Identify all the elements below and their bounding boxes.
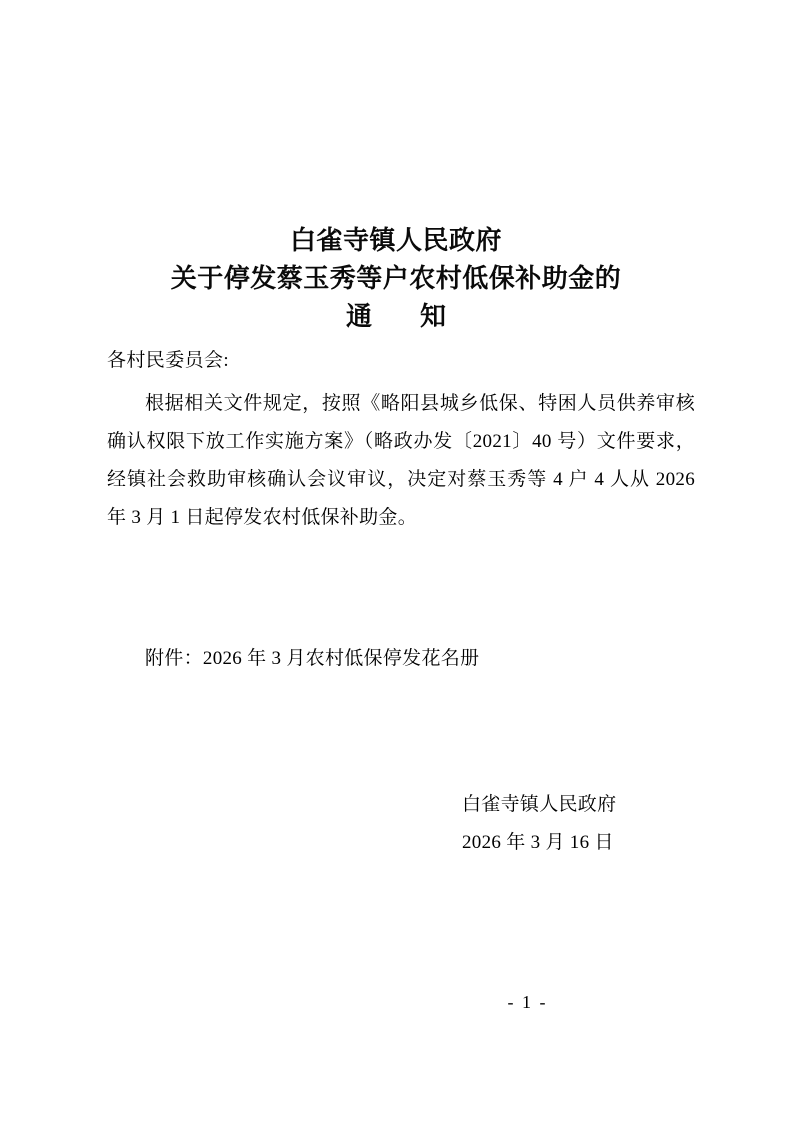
attachment-line: 附件：2026 年 3 月农村低保停发花名册 — [145, 648, 480, 669]
signature-block — [462, 786, 616, 862]
title-line-2: 关于停发蔡玉秀等户农村低保补助金的 — [170, 264, 622, 294]
body-paragraph: 根据相关文件规定，按照《略阳县城乡低保、特困人员供养审核确认权限下放工作实施方案》（略政办发〔2021〕40 号）文件要求，经镇社会救助审核确认会议审议，决定对蔡玉秀等 4 户 4 人从 2026 年 3 月 1 日起停发农村低保补助金。 — [107, 393, 695, 528]
page-number: - 1 - — [507, 992, 548, 1012]
title-line-3: 通 知 — [345, 302, 457, 332]
signature-date: 2026 年 3 月 16 日 — [462, 832, 614, 853]
salutation: 各村民委员会: — [107, 350, 230, 371]
document-title — [96, 222, 696, 336]
signature-organization: 白雀寺镇人民政府 — [462, 794, 617, 815]
title-line-1: 白雀寺镇人民政府 — [289, 226, 502, 256]
